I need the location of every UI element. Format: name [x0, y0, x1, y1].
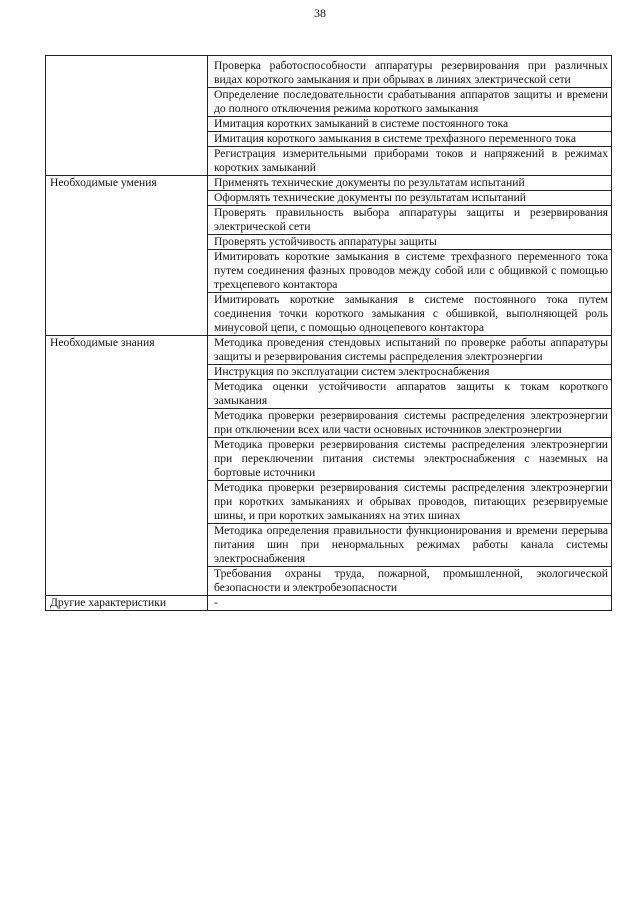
section-label: Другие характеристики: [46, 596, 208, 611]
section-item: Определение последовательности срабатывания аппаратов защиты и времени до полного отключения режима короткого замыкания: [208, 88, 612, 117]
section-item: Методика проверки резервирования системы распределения электроэнергии при переключении питания системы электроснабжения с наземных на бортовые источники: [208, 438, 612, 481]
section-item: Проверять правильность выбора аппаратуры защиты и резервирования электрической сети: [208, 206, 612, 235]
table-row: [46, 596, 612, 611]
section-item: -: [208, 596, 612, 611]
table-row: [46, 56, 612, 88]
section-item: Методика проверки резервирования системы распределения электроэнергии при коротких замыканиях и обрывах проводов, питающих резервируемые шины, и при коротких замыканиях на этих шинах: [208, 481, 612, 524]
section-item: Имитация коротких замыканий в системе постоянного тока: [208, 117, 612, 132]
section-item: Имитировать короткие замыкания в системе трехфазного переменного тока путем соединения фазных проводов между собой или с общивкой с помощью трехцепевого контактора: [208, 250, 612, 293]
section-item: Методика определения правильности функционирования и времени перерыва питания шин при ненормальных режимах работы канала системы электроснабжения: [208, 524, 612, 567]
section-item: Проверять устойчивость аппаратуры защиты: [208, 235, 612, 250]
section-item: Методика оценки устойчивости аппаратов защиты к токам короткого замыкания: [208, 380, 612, 409]
section-label: Необходимые знания: [46, 336, 208, 596]
section-item: Применять технические документы по результатам испытаний: [208, 176, 612, 191]
section-item: Имитация короткого замыкания в системе трехфазного переменного тока: [208, 132, 612, 147]
section-item: Оформлять технические документы по результатам испытаний: [208, 191, 612, 206]
section-item: Проверка работоспособности аппаратуры резервирования при различных видах короткого замыкания и при обрывах в линиях электрической сети: [208, 56, 612, 88]
section-item: Методика проверки резервирования системы распределения электроэнергии при отключении всех или части основных источников электроэнергии: [208, 409, 612, 438]
section-label: Необходимые умения: [46, 176, 208, 336]
table-row: [46, 336, 612, 365]
section-item: Методика проведения стендовых испытаний по проверке работы аппаратуры защиты и резервирования системы распределения электроэнергии: [208, 336, 612, 365]
section-item: Имитировать короткие замыкания в системе постоянного тока путем соединения точки короткого замыкания с обшивкой, выполняющей роль минусовой цепи, с помощью одноцепевого контактора: [208, 293, 612, 336]
section-item: Требования охраны труда, пожарной, промышленной, экологической безопасности и электробезопасности: [208, 567, 612, 596]
table-body: [46, 56, 612, 611]
section-item: Регистрация измерительными приборами токов и напряжений в режимах коротких замыканий: [208, 147, 612, 176]
section-item: Инструкция по эксплуатации систем электроснабжения: [208, 365, 612, 380]
page-number: 38: [314, 6, 326, 20]
section-label: [46, 56, 208, 176]
qualification-table: [45, 55, 612, 611]
table-row: [46, 176, 612, 191]
